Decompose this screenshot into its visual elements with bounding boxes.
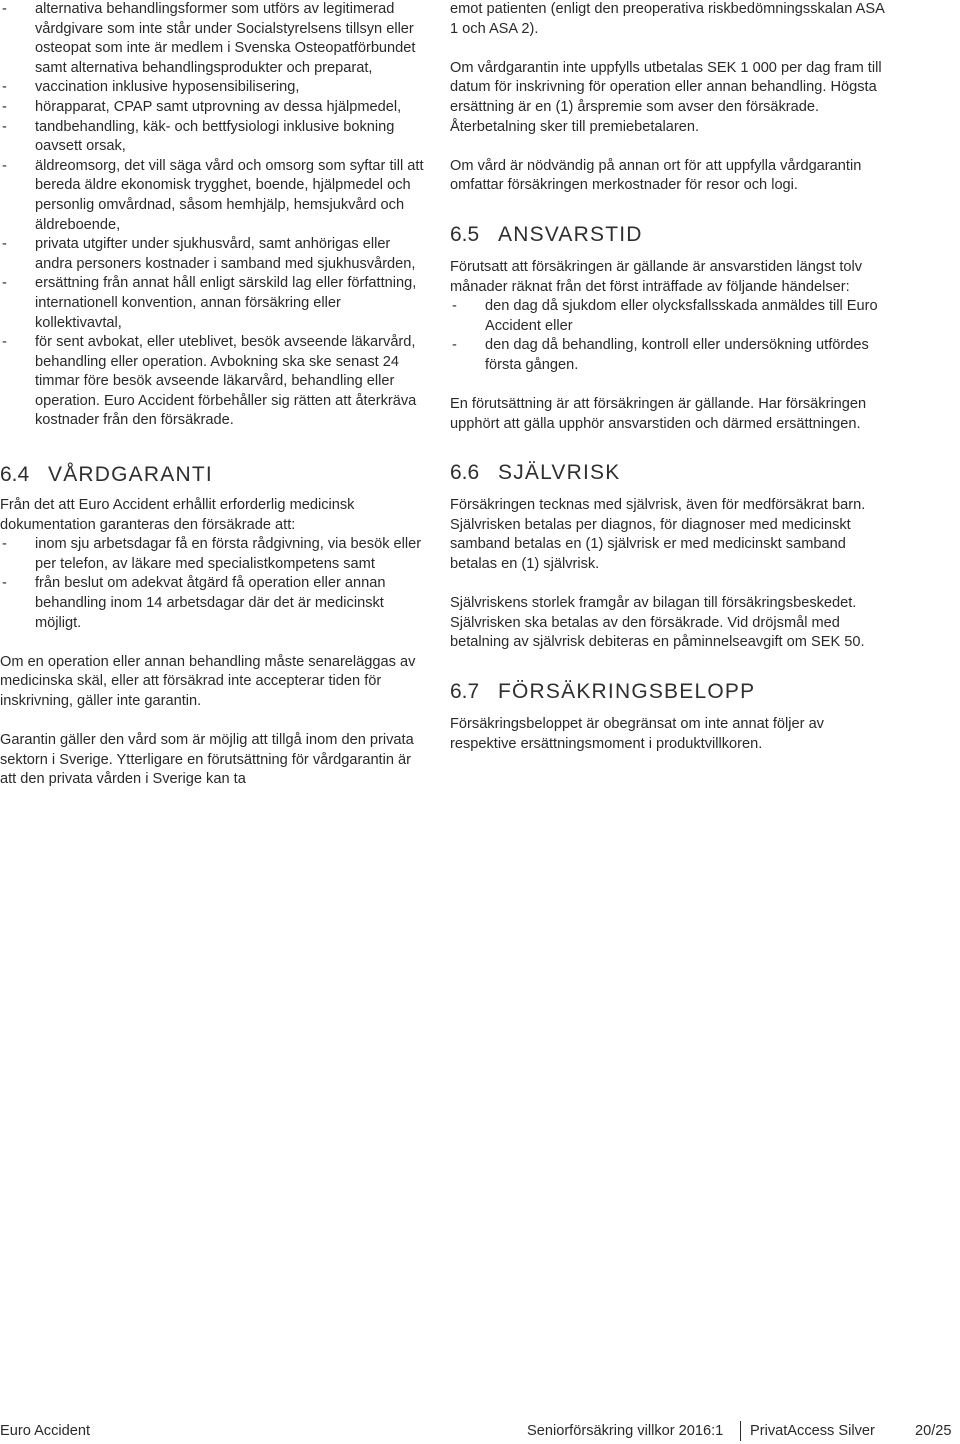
paragraph: Om vård är nödvändig på annan ort för att uppfylla vårdgarantin omfattar försäkringen merkostnader för resor och logi. xyxy=(450,157,862,194)
list-item: - äldreomsorg, det vill säga vård och omsorg som syftar till att bereda äldre ekonomisk trygghet, boende, hjälpmedel och personlig omvårdnad, såsom hemhjälp, hemsjukvård och äldreboende, xyxy=(0,157,424,235)
section-number: 6.6 xyxy=(450,461,480,485)
list-item: - privata utgifter under sjukhusvård, samt anhörigas eller andra personers kostnader i samband med sjukhusvården, xyxy=(0,235,424,274)
footer-product-line: PrivatAccess Silver xyxy=(750,1423,875,1439)
list-item: - tandbehandling, käk- och bettfysiologi inklusive bokning oavsett orsak, xyxy=(0,118,424,157)
page-number: 20/25 xyxy=(915,1423,952,1439)
list-item: - den dag då sjukdom eller olycksfallsskada anmäldes till Euro Accident eller xyxy=(450,297,890,336)
list-item: - för sent avbokat, eller uteblivet, besök avseende läkarvård, behandling eller operation. Avbokning ska ske senast 24 timmar före besök avseende läkarvård, behandling eller operation. Euro Accident förbehåller sig rätten att återkräva kostnader från den försäkrade. xyxy=(0,333,424,431)
list-item: - alternativa behandlingsformer som utförs av legitimerad vårdgivare som inte står under Socialstyrelsens tillsyn eller osteopat som inte är medlem i Svenska Osteopatförbundet samt alternativa behandlingsprodukter och preparat, xyxy=(0,0,424,78)
paragraph: En förutsättning är att försäkringen är gällande. Har försäkringen upphört att gälla upphör ansvarstiden och därmed ersättningen. xyxy=(450,396,867,432)
paragraph: Förutsatt att försäkringen är gällande är ansvarstiden längst tolv månader räknat från det först inträffade av följande händelser: xyxy=(450,258,863,295)
list-item: - den dag då behandling, kontroll eller undersökning utfördes första gången. xyxy=(450,336,890,375)
list-item: - ersättning från annat håll enligt särskild lag eller författning, internationell konvention, annan försäkring eller kollektivavtal, xyxy=(0,274,424,333)
page-footer xyxy=(0,1420,960,1442)
section-heading-6-5 xyxy=(450,222,890,248)
section-heading-6-6 xyxy=(450,460,890,486)
left-column xyxy=(0,0,424,790)
section-title: VÅRDGARANTI xyxy=(48,463,213,487)
footer-brand: Euro Accident xyxy=(0,1423,91,1439)
list-item: - inom sju arbetsdagar få en första rådgivning, via besök eller per telefon, av läkare med specialistkompetens samt xyxy=(0,535,424,574)
section-heading-6-4 xyxy=(0,462,424,488)
guarantee-list xyxy=(0,535,424,633)
paragraph: Från det att Euro Accident erhållit erforderlig medicinsk dokumentation garanteras den försäkrade att: xyxy=(0,497,355,533)
list-item: - hörapparat, CPAP samt utprovning av dessa hjälpmedel, xyxy=(0,98,424,118)
section-number: 6.4 xyxy=(0,463,30,487)
paragraph: Självriskens storlek framgår av bilagan till försäkringsbeskedet. Självrisken ska betalas av den försäkrade. Vid dröjsmål med betalning av självrisk debiteras en påminnelseavgift om SEK 50. xyxy=(450,595,865,651)
section-number: 6.7 xyxy=(450,680,480,704)
section-heading-6-7 xyxy=(450,679,890,705)
paragraph: Om vårdgarantin inte uppfylls utbetalas SEK 1 000 per dag fram till datum för inskrivning för operation eller annan behandling. Högsta ersättning är en (1) årspremie som avser den försäkrade. Återbetalning sker till premiebetalaren. xyxy=(450,59,882,135)
footer-divider xyxy=(740,1421,741,1441)
section-title: FÖRSÄKRINGSBELOPP xyxy=(498,680,756,704)
list-item: - från beslut om adekvat åtgärd få operation eller annan behandling inom 14 arbetsdagar där det är medicinskt möjligt. xyxy=(0,574,424,633)
exclusion-list xyxy=(0,0,424,431)
section-title: ANSVARSTID xyxy=(498,222,643,246)
section-title: SJÄLVRISK xyxy=(498,461,621,485)
list-item: - vaccination inklusive hyposensibilisering, xyxy=(0,78,424,98)
paragraph: emot patienten (enligt den preoperativa riskbedömningsskalan ASA 1 och ASA 2). xyxy=(450,1,885,37)
paragraph: Om en operation eller annan behandling måste senareläggas av medicinska skäl, eller att försäkrad inte accepterar tiden för inskrivning, gäller inte garantin. xyxy=(0,653,416,709)
event-list xyxy=(450,297,890,375)
paragraph: Försäkringsbeloppet är obegränsat om inte annat följer av respektive ersättningsmoment i produktvillkoren. xyxy=(450,716,824,752)
footer-product: Seniorförsäkring villkor 2016:1 xyxy=(527,1423,724,1439)
right-column xyxy=(450,0,890,754)
paragraph: Försäkringen tecknas med självrisk, även för medförsäkrat barn. Självrisken betalas per diagnos, för diagnoser med medicinskt samband betalas en (1) självrisk er med medicinskt samband betalas en (1) självrisk. xyxy=(450,497,866,573)
paragraph: Garantin gäller den vård som är möjlig att tillgå inom den privata sektorn i Sverige. Ytterligare en förutsättning för vårdgarantin är att den privata vården i Sverige kan ta xyxy=(0,732,414,788)
section-number: 6.5 xyxy=(450,222,480,246)
